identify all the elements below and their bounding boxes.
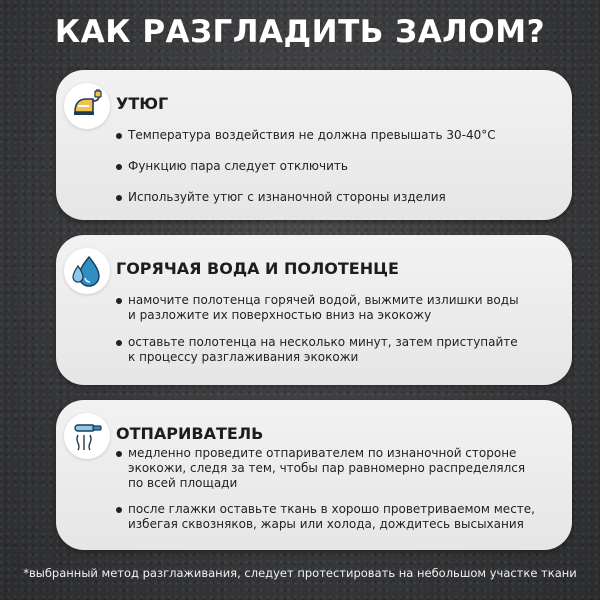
card-iron bbox=[56, 70, 572, 220]
list-item-line: к процессу разглаживания экокожи bbox=[128, 350, 359, 364]
iron-icon bbox=[64, 83, 110, 129]
list-item-line: оставьте полотенца на несколько минут, затем приступайте bbox=[128, 335, 518, 349]
list-item-line: и разложите их поверхностью вниз на экокожу bbox=[128, 308, 432, 322]
page-title: КАК РАЗГЛАДИТЬ ЗАЛОМ? bbox=[54, 14, 546, 50]
footnote: *выбранный метод разглаживания, следует протестировать на небольшом участке ткани bbox=[23, 566, 577, 580]
list-item bbox=[128, 335, 518, 365]
card-steamer bbox=[56, 400, 572, 550]
card-title: УТЮГ bbox=[116, 94, 169, 113]
list-item-line: после глажки оставьте ткань в хорошо проветриваемом месте, bbox=[128, 502, 535, 516]
list-item: Используйте утюг с изнаночной стороны изделия bbox=[128, 190, 446, 204]
water-drops-icon bbox=[64, 248, 110, 294]
list-item: Функцию пара следует отключить bbox=[128, 159, 348, 173]
card-title: ГОРЯЧАЯ ВОДА И ПОЛОТЕНЦЕ bbox=[116, 259, 399, 278]
card-hot-water bbox=[56, 235, 572, 385]
list-item-line: избегая сквозняков, жары или холода, дождитесь высыхания bbox=[128, 517, 524, 531]
list-item-line: экокожи, следя за тем, чтобы пар равномерно распределялся bbox=[128, 461, 526, 475]
steamer-icon bbox=[64, 413, 110, 459]
list-item bbox=[128, 446, 525, 491]
list-item-line: по всей площади bbox=[128, 476, 238, 490]
card-title: ОТПАРИВАТЕЛЬ bbox=[116, 424, 264, 443]
list-item: Температура воздействия не должна превышать 30-40°C bbox=[128, 128, 496, 142]
list-item-line: медленно проведите отпаривателем по изнаночной стороне bbox=[128, 446, 517, 460]
list-item bbox=[128, 502, 535, 532]
list-item-line: намочите полотенца горячей водой, выжмите излишки воды bbox=[128, 293, 519, 307]
list-item bbox=[128, 293, 519, 323]
